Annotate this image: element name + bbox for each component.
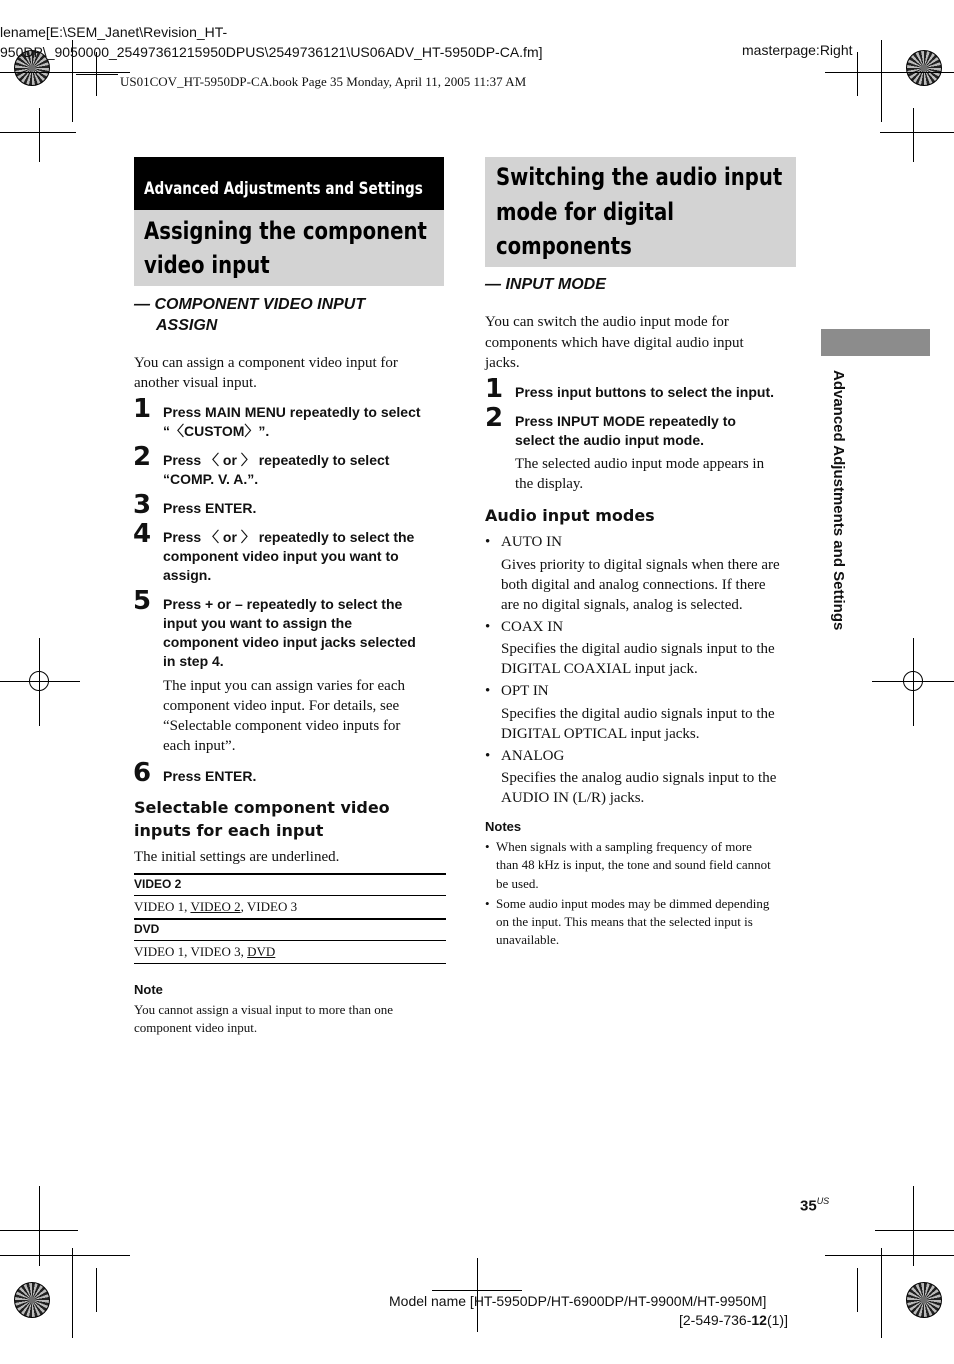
step-number: 6 [133, 758, 152, 788]
step-text: “COMP. V. A.”. [163, 471, 259, 487]
right-subtitle: — INPUT MODE [485, 276, 606, 293]
page-number: $35^{US}$ [800, 1196, 830, 1215]
step-text: select the audio input mode. [515, 432, 705, 448]
step-number: 2 [133, 442, 152, 472]
step-detail: the display. [515, 476, 584, 492]
step-text: Press 〈 or 〉 repeatedly to select the [163, 529, 415, 545]
table-cell: VIDEO 1, VIDEO 2, VIDEO 3 [134, 899, 298, 914]
bullet-icon: • [485, 619, 491, 635]
model-name-line: Model name [HT-5950DP/HT-6900DP/HT-9900M/HT-9950M] [389, 1293, 767, 1309]
step-detail: The selected audio input mode appears in [515, 456, 765, 472]
step-text: “〈CUSTOM〉”. [163, 423, 270, 439]
step-number: 4 [133, 519, 152, 549]
note-text: be used. [496, 876, 539, 891]
mode-name: OPT IN [501, 683, 549, 699]
step-number: 3 [133, 490, 152, 520]
step-text: component video input you want to [163, 548, 399, 564]
section-label: Advanced Adjustments and Settings [144, 179, 423, 199]
step-detail: each input”. [163, 738, 236, 754]
step-text: Press INPUT MODE repeatedly to [515, 413, 736, 429]
bullet-icon: • [485, 839, 490, 854]
step-number: 5 [133, 586, 152, 616]
registration-disc-icon [906, 1282, 942, 1318]
step-number: 1 [485, 374, 504, 404]
step-text: component video input jacks selected [163, 634, 416, 650]
step-text: in step 4. [163, 653, 224, 669]
left-title-line-1: Assigning the component [144, 217, 427, 245]
mode-name: AUTO IN [501, 534, 562, 550]
left-subtitle-line-2: ASSIGN [156, 317, 218, 334]
step-number: 2 [485, 403, 504, 433]
step-detail: “Selectable component video inputs for [163, 718, 401, 734]
mode-name: COAX IN [501, 619, 564, 635]
initial-settings-text: The initial settings are underlined. [134, 849, 340, 865]
filename-line-1: lename[E:\SEM_Janet\Revision_HT- [0, 24, 228, 40]
filename-line-2: 950DP\_9050000_25497361215950DPUS\2549736121\US06ADV_HT-5950DP-CA.fm] [0, 44, 543, 60]
notes-title: Notes [485, 819, 522, 834]
left-title-line-2: video input [144, 251, 270, 279]
registration-disc-icon [14, 1282, 50, 1318]
note-text: You cannot assign a visual input to more than one [134, 1002, 394, 1017]
mode-desc: AUDIO IN (L/R) jacks. [501, 790, 645, 806]
right-title-line-1: Switching the audio input [496, 163, 783, 191]
table-header-cell: VIDEO 2 [134, 877, 182, 891]
note-text: than 48 kHz is input, the tone and sound field cannot [496, 857, 771, 872]
step-number: 1 [133, 394, 152, 424]
right-intro-line: components which have digital audio input [485, 335, 744, 351]
right-title-line-3: components [496, 232, 632, 260]
audio-modes-heading: Audio input modes [485, 506, 655, 525]
part-number-line: [2-549-736-12(1)] [679, 1312, 788, 1328]
masterpage-label: masterpage:Right [742, 42, 853, 58]
step-text: input you want to assign the [163, 615, 352, 631]
registration-disc-icon [906, 50, 942, 86]
selectable-heading-line-2: inputs for each input [134, 821, 324, 840]
selectable-heading-line-1: Selectable component video [134, 798, 390, 817]
table-header-cell: DVD [134, 922, 160, 936]
section-header-bar [134, 157, 444, 210]
note-text: on the input. This means that the selected input is [496, 914, 753, 929]
left-subtitle-line-1: — COMPONENT VIDEO INPUT [134, 296, 366, 313]
side-section-label: Advanced Adjustments and Settings [830, 370, 847, 631]
mode-desc: DIGITAL OPTICAL input jacks. [501, 726, 700, 742]
note-text: Some audio input modes may be dimmed depending [496, 896, 770, 911]
bullet-icon: • [485, 896, 490, 911]
bullet-icon: • [485, 748, 491, 764]
step-text: Press ENTER. [163, 768, 257, 784]
step-text: assign. [163, 567, 212, 583]
mode-desc: both digital and analog connections. If there [501, 577, 766, 593]
side-thumb-tab [821, 329, 930, 356]
step-text: Press 〈 or 〉 repeatedly to select [163, 452, 390, 468]
step-text: Press + or – repeatedly to select the [163, 596, 403, 612]
bullet-icon: • [485, 534, 491, 550]
note-text: When signals with a sampling frequency of more [496, 839, 752, 854]
mode-desc: Gives priority to digital signals when there are [501, 557, 780, 573]
right-intro-line: You can switch the audio input mode for [485, 314, 729, 330]
note-text: component video input. [134, 1020, 258, 1035]
book-info-line: US01COV_HT-5950DP-CA.book Page 35 Monday, April 11, 2005 11:37 AM [120, 74, 527, 89]
step-text: Press MAIN MENU repeatedly to select [163, 404, 421, 420]
step-detail: component video input. For details, see [163, 698, 400, 714]
mode-name: ANALOG [501, 748, 565, 764]
left-intro-line-1: You can assign a component video input for [134, 355, 398, 371]
right-title-line-2: mode for digital [496, 198, 675, 226]
target-mark-icon [29, 671, 49, 691]
right-intro-line: jacks. [485, 355, 520, 371]
bullet-icon: • [485, 683, 491, 699]
table-cell: VIDEO 1, VIDEO 3, DVD [134, 944, 276, 959]
mode-desc: Specifies the digital audio signals input to the [501, 706, 775, 722]
mode-desc: are no digital signals, analog is selected. [501, 597, 743, 613]
left-intro-line-2: another visual input. [134, 375, 257, 391]
left-title-box [134, 210, 444, 286]
step-text: Press ENTER. [163, 500, 257, 516]
mode-desc: DIGITAL COAXIAL input jack. [501, 661, 698, 677]
note-title: Note [134, 982, 163, 997]
note-text: unavailable. [496, 932, 560, 947]
mode-desc: Specifies the digital audio signals input to the [501, 641, 775, 657]
target-mark-icon [903, 671, 923, 691]
step-text: Press input buttons to select the input. [515, 384, 775, 400]
mode-desc: Specifies the analog audio signals input to the [501, 770, 777, 786]
step-detail: The input you can assign varies for each [163, 678, 405, 694]
right-title-box [485, 157, 796, 267]
